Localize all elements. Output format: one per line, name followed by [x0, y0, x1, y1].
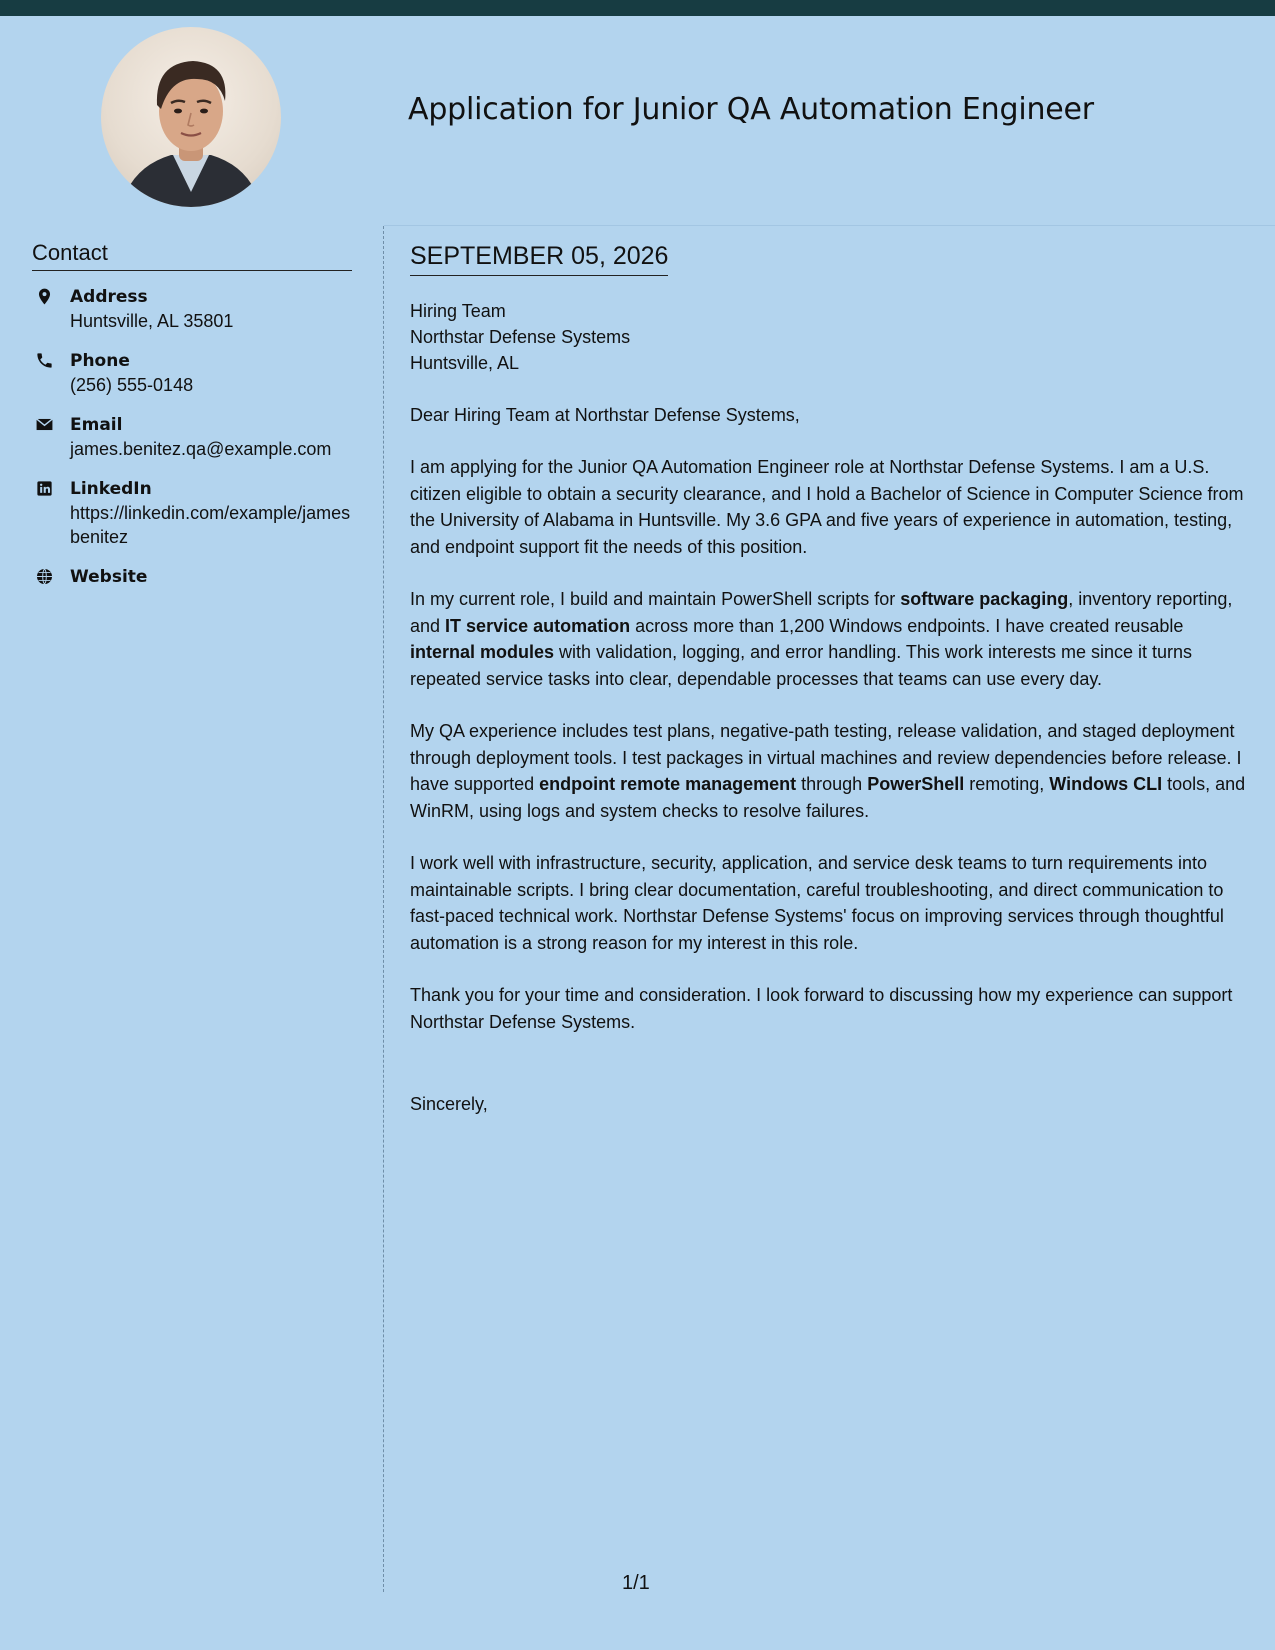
recipient-line: Northstar Defense Systems [410, 327, 631, 347]
letter-body [410, 242, 1252, 1117]
paragraph-4: I work well with infrastructure, security, application, and service desk teams to turn requirements into maintainable scripts. I bring clear documentation, careful troubleshooting, and direct communication to fast-paced technical work. Northstar Defense Systems' focus on improving services through thoughtful automation is a strong reason for my interest in this role. [410, 853, 1224, 953]
text-run: across more than 1,200 Windows endpoints. I have created reusable [630, 615, 1184, 636]
text-run: In my current role, I build and maintain PowerShell scripts for [410, 589, 901, 609]
letter-date: SEPTEMBER 05, 2026 [410, 242, 668, 276]
bold-run: Windows CLI [1049, 774, 1163, 794]
contact-item-phone [32, 349, 352, 397]
text-run: My QA experience includes test plans, negative-path testing, release validation, and staged deployment through deployment tools. I test packages in virtual machines and review dependencies before release. I have supported [410, 721, 1242, 794]
page-number: 1/1 [622, 1572, 650, 1594]
contact-label: Email [70, 415, 123, 435]
contact-label: Phone [70, 351, 130, 371]
bold-run: PowerShell [867, 774, 965, 794]
contact-item-email [32, 413, 352, 461]
contact-label: LinkedIn [70, 479, 152, 499]
page-title: Application for Junior QA Automation Engineer [408, 92, 1094, 127]
contact-item-website [32, 565, 352, 591]
recipient-block [410, 298, 1252, 376]
salutation: Dear Hiring Team at Northstar Defense Systems, [410, 405, 800, 425]
sidebar-contact [32, 240, 352, 607]
contact-value[interactable]: https://linkedin.com/example/jamesbenitez [70, 503, 351, 547]
envelope-icon [32, 413, 56, 439]
contact-heading: Contact [32, 240, 352, 271]
text-run: through [796, 774, 868, 794]
paragraph-2 [410, 586, 1252, 692]
bold-run: internal modules [410, 642, 555, 662]
column-divider [383, 226, 384, 1592]
text-run: , inventory reporting, and [410, 589, 1233, 636]
phone-icon [32, 349, 56, 375]
bold-run: IT service automation [445, 615, 631, 636]
contact-item-address [32, 285, 352, 333]
text-run: remoting, [964, 774, 1050, 794]
contact-value[interactable]: james.benitez.qa@example.com [70, 439, 332, 459]
contact-label: Website [70, 567, 148, 587]
bold-run: endpoint remote management [539, 774, 797, 794]
contact-label: Address [70, 287, 148, 307]
text-run: tools, and WinRM, using logs and system checks to resolve failures. [410, 774, 1246, 821]
header-divider [384, 225, 1275, 226]
recipient-line: Hiring Team [410, 301, 506, 321]
bold-run: software packaging [900, 589, 1069, 609]
person-portrait-icon [101, 27, 281, 207]
profile-photo [101, 27, 281, 207]
top-color-bar [0, 0, 1275, 16]
linkedin-icon [32, 477, 56, 503]
paragraph-5: Thank you for your time and consideration. I look forward to discussing how my experience can support Northstar Defense Systems. [410, 985, 1233, 1032]
paragraph-3 [410, 718, 1252, 824]
map-pin-icon [32, 285, 56, 311]
recipient-line: Huntsville, AL [410, 353, 520, 373]
paragraph-1: I am applying for the Junior QA Automation Engineer role at Northstar Defense Systems. I am a U.S. citizen eligible to obtain a security clearance, and I hold a Bachelor of Science in Computer Science from the University of Alabama in Huntsville. My 3.6 GPA and five years of experience in automation, testing, and endpoint support fit the needs of this position. [410, 457, 1244, 557]
closing: Sincerely, [410, 1094, 488, 1114]
text-run: with validation, logging, and error handling. This work interests me since it turns repeated service tasks into clear, dependable processes that teams can use every day. [410, 642, 1193, 689]
contact-value: (256) 555-0148 [70, 375, 194, 395]
globe-icon [32, 565, 56, 591]
contact-item-linkedin [32, 477, 352, 549]
contact-value: Huntsville, AL 35801 [70, 311, 234, 331]
